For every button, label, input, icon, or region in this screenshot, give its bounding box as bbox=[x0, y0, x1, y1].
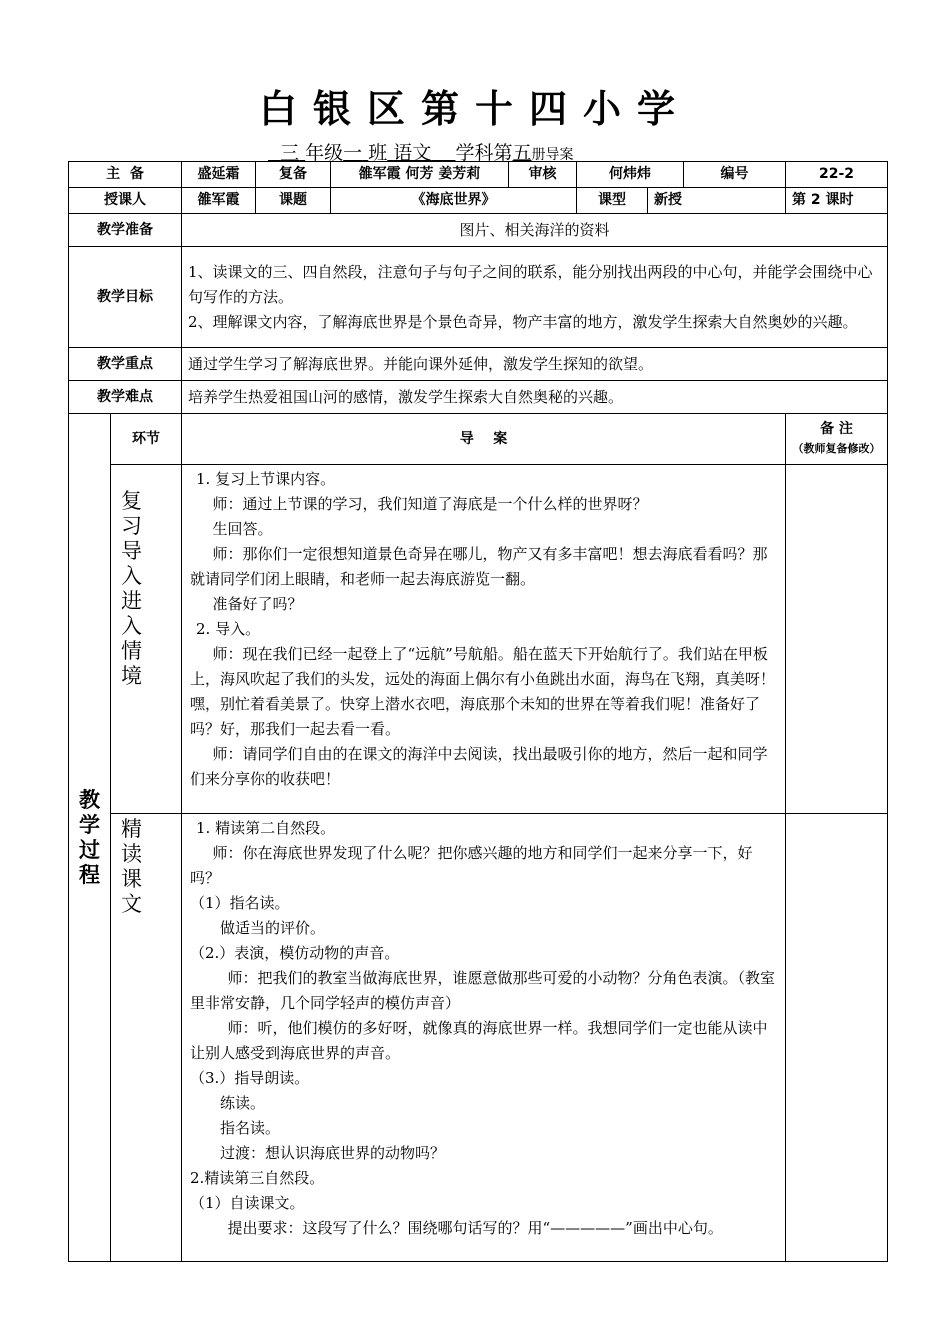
content-line: 指名读。 bbox=[220, 1119, 281, 1137]
stage-row-reading bbox=[69, 814, 888, 1262]
period-value: 第 2 课时 bbox=[786, 188, 888, 214]
content-line: （3.）指导朗读。 bbox=[190, 1069, 310, 1087]
content-line: 师：听，他们模仿的多好呀，就像真的海底世界一样。我想同学们一定也能从读中让别人感受到海底世界的声音。 bbox=[190, 1019, 768, 1062]
prep-row bbox=[69, 214, 888, 247]
content-line: 师：那你们一定很想知道景色奇异在哪儿，物产又有多丰富吧！想去海底看看吗？那就请同学们闭上眼睛，和老师一起去海底游览一翻。 bbox=[190, 545, 768, 588]
subject-suffix: 学科第 bbox=[455, 142, 513, 164]
content-line: 生回答。 bbox=[212, 520, 273, 538]
content-line: （2.）表演，模仿动物的声音。 bbox=[190, 944, 400, 962]
type-value: 新授 bbox=[648, 188, 786, 214]
content-line: 师：把我们的教室当做海底世界，谁愿意做那些可爱的小动物？分角色表演。（教室里非常安静，几个同学轻声的模仿声音） bbox=[190, 969, 776, 1012]
goal-row bbox=[69, 247, 888, 348]
remark-column-header bbox=[786, 414, 888, 465]
key-label: 教学重点 bbox=[69, 348, 182, 381]
stage-name-reading: 精读课文 bbox=[111, 814, 182, 1262]
teacher-label: 授课人 bbox=[69, 188, 182, 214]
subject-value: 语文 bbox=[393, 142, 432, 164]
stage-row-review bbox=[69, 465, 888, 814]
content-line: 师：你在海底世界发现了什么呢？把你感兴趣的地方和同学们一起来分享一下，好吗？ bbox=[190, 844, 753, 887]
plan-column-header: 导 案 bbox=[182, 414, 786, 465]
process-label: 教学过程 bbox=[69, 414, 111, 1262]
class-value: 一 bbox=[343, 142, 363, 164]
stage-content-review bbox=[182, 465, 786, 814]
review-label: 复备 bbox=[256, 162, 331, 188]
content-line: （1）指名读。 bbox=[190, 894, 290, 912]
number-label: 编号 bbox=[684, 162, 786, 188]
lead-value: 盛延霜 bbox=[182, 162, 256, 188]
content-line: 2.精读第三自然段。 bbox=[190, 1169, 325, 1187]
school-title: 白银区第十四小学 bbox=[258, 87, 691, 131]
content-line: 提出要求：这段写了什么？围绕哪句话写的？用“—————”画出中心句。 bbox=[227, 1219, 723, 1237]
content-line: 师：通过上节课的学习，我们知道了海底是一个什么样的世界呀？ bbox=[212, 495, 648, 513]
content-line: 练读。 bbox=[220, 1094, 266, 1112]
class-suffix: 班 bbox=[368, 142, 388, 164]
key-row bbox=[69, 348, 888, 381]
review-value: 雒军霞 何芳 姜芳莉 bbox=[331, 162, 509, 188]
content-line: 准备好了吗？ bbox=[212, 595, 303, 613]
remark-title: 备 注 bbox=[820, 421, 853, 437]
difficult-row bbox=[69, 381, 888, 414]
process-header-row bbox=[69, 414, 888, 465]
goal-content bbox=[182, 247, 888, 348]
content-line: 2. 导入。 bbox=[196, 620, 261, 638]
difficult-value: 培养学生热爱祖国山河的感情，激发学生探索大自然奥秘的兴趣。 bbox=[182, 381, 888, 414]
topic-label: 课题 bbox=[256, 188, 331, 214]
content-line: 过渡：想认识海底世界的动物吗？ bbox=[220, 1144, 446, 1162]
content-line: 做适当的评价。 bbox=[220, 919, 326, 937]
info-row-1 bbox=[69, 162, 888, 188]
difficult-label: 教学难点 bbox=[69, 381, 182, 414]
topic-value: 《海底世界》 bbox=[331, 188, 577, 214]
stage-name-review: 复习导入进入情境 bbox=[111, 465, 182, 814]
remark-cell-review bbox=[786, 465, 888, 814]
prep-value: 图片、相关海洋的资料 bbox=[182, 214, 888, 247]
lesson-plan-table bbox=[68, 161, 888, 1262]
goal-line-1: 1、读课文的三、四自然段，注意句子与句子之间的联系，能分别找出两段的中心句，并能学会围绕中心句写作的方法。 bbox=[188, 262, 873, 306]
remark-note: （教师复备修改） bbox=[792, 442, 881, 455]
goal-label: 教学目标 bbox=[69, 247, 182, 348]
content-line: 1. 精读第二自然段。 bbox=[196, 819, 336, 837]
grade-value: 三 bbox=[280, 142, 300, 164]
grade-suffix: 年级 bbox=[305, 142, 344, 164]
content-line: 师：请同学们自由的在课文的海洋中去阅读，找出最吸引你的地方，然后一起和同学们来分享你的收获吧！ bbox=[190, 745, 768, 788]
volume-suffix: 册导案 bbox=[531, 147, 574, 163]
type-label: 课型 bbox=[577, 188, 648, 214]
goal-line-2: 2、理解课文内容，了解海底世界是个景色奇异，物产丰富的地方，激发学生探索大自然奥妙的兴趣。 bbox=[188, 312, 858, 331]
lead-label: 主 备 bbox=[69, 162, 182, 188]
stage-column-header: 环节 bbox=[111, 414, 182, 465]
remark-cell-reading bbox=[786, 814, 888, 1262]
info-row-2 bbox=[69, 188, 888, 214]
volume-value: 五 bbox=[512, 142, 532, 164]
audit-value: 何炜炜 bbox=[577, 162, 684, 188]
key-value: 通过学生学习了解海底世界。并能向课外延伸，激发学生探知的欲望。 bbox=[182, 348, 888, 381]
content-line: 1. 复习上节课内容。 bbox=[196, 470, 336, 488]
number-value: 22-2 bbox=[786, 162, 888, 188]
content-line: 师：现在我们已经一起登上了“远航”号航船。船在蓝天下开始航行了。我们站在甲板上，海风吹起了我们的头发，远处的海面上偶尔有小鱼跳出水面，海鸟在飞翔，真美呀！嘿，别忙着看美景了。快穿上潜水衣吧，海底那个未知的世界在等着我们呢！准备好了吗？好，那我们一起去看一看。 bbox=[190, 645, 776, 738]
stage-content-reading bbox=[182, 814, 786, 1262]
audit-label: 审核 bbox=[509, 162, 577, 188]
teacher-value: 雒军霞 bbox=[182, 188, 256, 214]
content-line: （1）自读课文。 bbox=[190, 1194, 305, 1212]
prep-label: 教学准备 bbox=[69, 214, 182, 247]
